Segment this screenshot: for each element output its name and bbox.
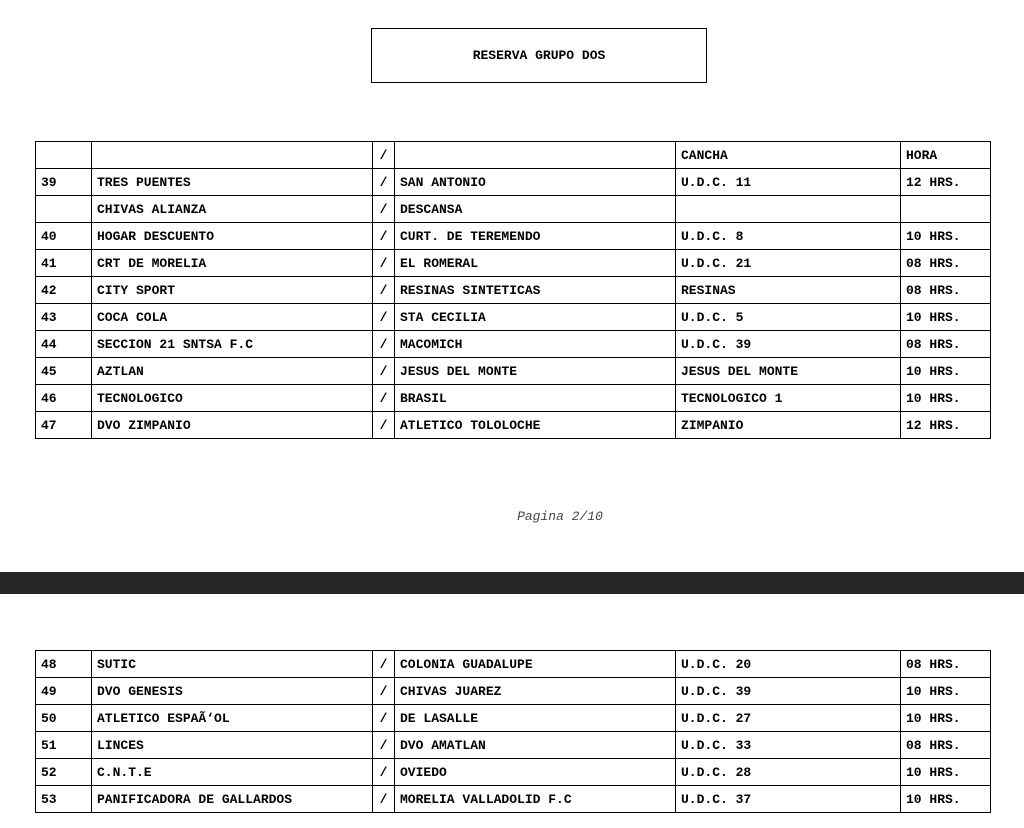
home-team: C.N.T.E — [92, 759, 373, 786]
match-time: 10 HRS. — [901, 786, 991, 813]
table-row — [36, 304, 991, 331]
header-cancha: CANCHA — [676, 142, 901, 169]
versus-separator: / — [373, 385, 395, 412]
home-team: ATLETICO ESPAÃ‘OL — [92, 705, 373, 732]
versus-separator: / — [373, 705, 395, 732]
match-time: 08 HRS. — [901, 651, 991, 678]
match-time — [901, 196, 991, 223]
section-title — [371, 28, 707, 83]
field-name: U.D.C. 11 — [676, 169, 901, 196]
away-team: DE LASALLE — [395, 705, 676, 732]
field-name: U.D.C. 28 — [676, 759, 901, 786]
table-row — [36, 331, 991, 358]
table-row — [36, 678, 991, 705]
home-team: CITY SPORT — [92, 277, 373, 304]
match-time: 10 HRS. — [901, 385, 991, 412]
table-row — [36, 196, 991, 223]
away-team: RESINAS SINTETICAS — [395, 277, 676, 304]
match-time: 08 HRS. — [901, 331, 991, 358]
match-number: 49 — [36, 678, 92, 705]
away-team: COLONIA GUADALUPE — [395, 651, 676, 678]
home-team: AZTLAN — [92, 358, 373, 385]
section-title-text: RESERVA GRUPO DOS — [472, 48, 606, 63]
home-team: CHIVAS ALIANZA — [92, 196, 373, 223]
versus-separator: / — [373, 651, 395, 678]
away-team: CURT. DE TEREMENDO — [395, 223, 676, 250]
header-home — [92, 142, 373, 169]
match-number: 41 — [36, 250, 92, 277]
home-team: PANIFICADORA DE GALLARDOS — [92, 786, 373, 813]
versus-separator: / — [373, 196, 395, 223]
home-team: COCA COLA — [92, 304, 373, 331]
field-name: U.D.C. 21 — [676, 250, 901, 277]
away-team: JESUS DEL MONTE — [395, 358, 676, 385]
versus-separator: / — [373, 223, 395, 250]
away-team: MACOMICH — [395, 331, 676, 358]
away-team: SAN ANTONIO — [395, 169, 676, 196]
field-name: U.D.C. 39 — [676, 331, 901, 358]
home-team: DVO ZIMPANIO — [92, 412, 373, 439]
home-team: TRES PUENTES — [92, 169, 373, 196]
away-team: STA CECILIA — [395, 304, 676, 331]
match-number: 51 — [36, 732, 92, 759]
match-number: 42 — [36, 277, 92, 304]
field-name: ZIMPANIO — [676, 412, 901, 439]
versus-separator: / — [373, 412, 395, 439]
field-name: U.D.C. 20 — [676, 651, 901, 678]
field-name: JESUS DEL MONTE — [676, 358, 901, 385]
table-row — [36, 358, 991, 385]
versus-separator: / — [373, 331, 395, 358]
versus-separator: / — [373, 250, 395, 277]
match-time: 10 HRS. — [901, 304, 991, 331]
field-name: U.D.C. 5 — [676, 304, 901, 331]
home-team: HOGAR DESCUENTO — [92, 223, 373, 250]
schedule-table-page-2 — [35, 650, 991, 813]
match-time: 12 HRS. — [901, 412, 991, 439]
home-team: DVO GENESIS — [92, 678, 373, 705]
header-separator: / — [373, 142, 395, 169]
match-time: 12 HRS. — [901, 169, 991, 196]
match-number: 50 — [36, 705, 92, 732]
versus-separator: / — [373, 169, 395, 196]
page-number: Pagina 2/10 — [517, 509, 603, 524]
match-number: 39 — [36, 169, 92, 196]
match-number — [36, 196, 92, 223]
table-row — [36, 277, 991, 304]
away-team: DESCANSA — [395, 196, 676, 223]
versus-separator: / — [373, 277, 395, 304]
home-team: TECNOLOGICO — [92, 385, 373, 412]
match-number: 45 — [36, 358, 92, 385]
table-row — [36, 786, 991, 813]
match-number: 47 — [36, 412, 92, 439]
match-number: 52 — [36, 759, 92, 786]
home-team: SUTIC — [92, 651, 373, 678]
match-number: 43 — [36, 304, 92, 331]
away-team: OVIEDO — [395, 759, 676, 786]
versus-separator: / — [373, 759, 395, 786]
home-team: CRT DE MORELIA — [92, 250, 373, 277]
away-team: CHIVAS JUAREZ — [395, 678, 676, 705]
header-num — [36, 142, 92, 169]
away-team: DVO AMATLAN — [395, 732, 676, 759]
versus-separator: / — [373, 304, 395, 331]
match-time: 10 HRS. — [901, 223, 991, 250]
table-row — [36, 250, 991, 277]
field-name: U.D.C. 33 — [676, 732, 901, 759]
match-time: 10 HRS. — [901, 678, 991, 705]
header-hora: HORA — [901, 142, 991, 169]
versus-separator: / — [373, 678, 395, 705]
match-number: 46 — [36, 385, 92, 412]
home-team: LINCES — [92, 732, 373, 759]
table-row — [36, 223, 991, 250]
table-row — [36, 651, 991, 678]
match-time: 08 HRS. — [901, 250, 991, 277]
away-team: BRASIL — [395, 385, 676, 412]
away-team: ATLETICO TOLOLOCHE — [395, 412, 676, 439]
versus-separator: / — [373, 358, 395, 385]
versus-separator: / — [373, 732, 395, 759]
match-time: 10 HRS. — [901, 705, 991, 732]
table-row — [36, 169, 991, 196]
match-number: 53 — [36, 786, 92, 813]
match-time: 10 HRS. — [901, 358, 991, 385]
table-header-row — [36, 142, 991, 169]
field-name: U.D.C. 39 — [676, 678, 901, 705]
field-name: TECNOLOGICO 1 — [676, 385, 901, 412]
match-time: 08 HRS. — [901, 732, 991, 759]
versus-separator: / — [373, 786, 395, 813]
away-team: EL ROMERAL — [395, 250, 676, 277]
match-number: 40 — [36, 223, 92, 250]
field-name: U.D.C. 8 — [676, 223, 901, 250]
field-name: U.D.C. 37 — [676, 786, 901, 813]
match-number: 48 — [36, 651, 92, 678]
match-time: 10 HRS. — [901, 759, 991, 786]
field-name: RESINAS — [676, 277, 901, 304]
page-separator — [0, 572, 1024, 594]
away-team: MORELIA VALLADOLID F.C — [395, 786, 676, 813]
header-away — [395, 142, 676, 169]
home-team: SECCION 21 SNTSA F.C — [92, 331, 373, 358]
table-row — [36, 759, 991, 786]
table-row — [36, 385, 991, 412]
field-name: U.D.C. 27 — [676, 705, 901, 732]
schedule-table-page-1 — [35, 141, 991, 439]
table-row — [36, 732, 991, 759]
table-row — [36, 705, 991, 732]
match-time: 08 HRS. — [901, 277, 991, 304]
field-name — [676, 196, 901, 223]
table-row — [36, 412, 991, 439]
match-number: 44 — [36, 331, 92, 358]
